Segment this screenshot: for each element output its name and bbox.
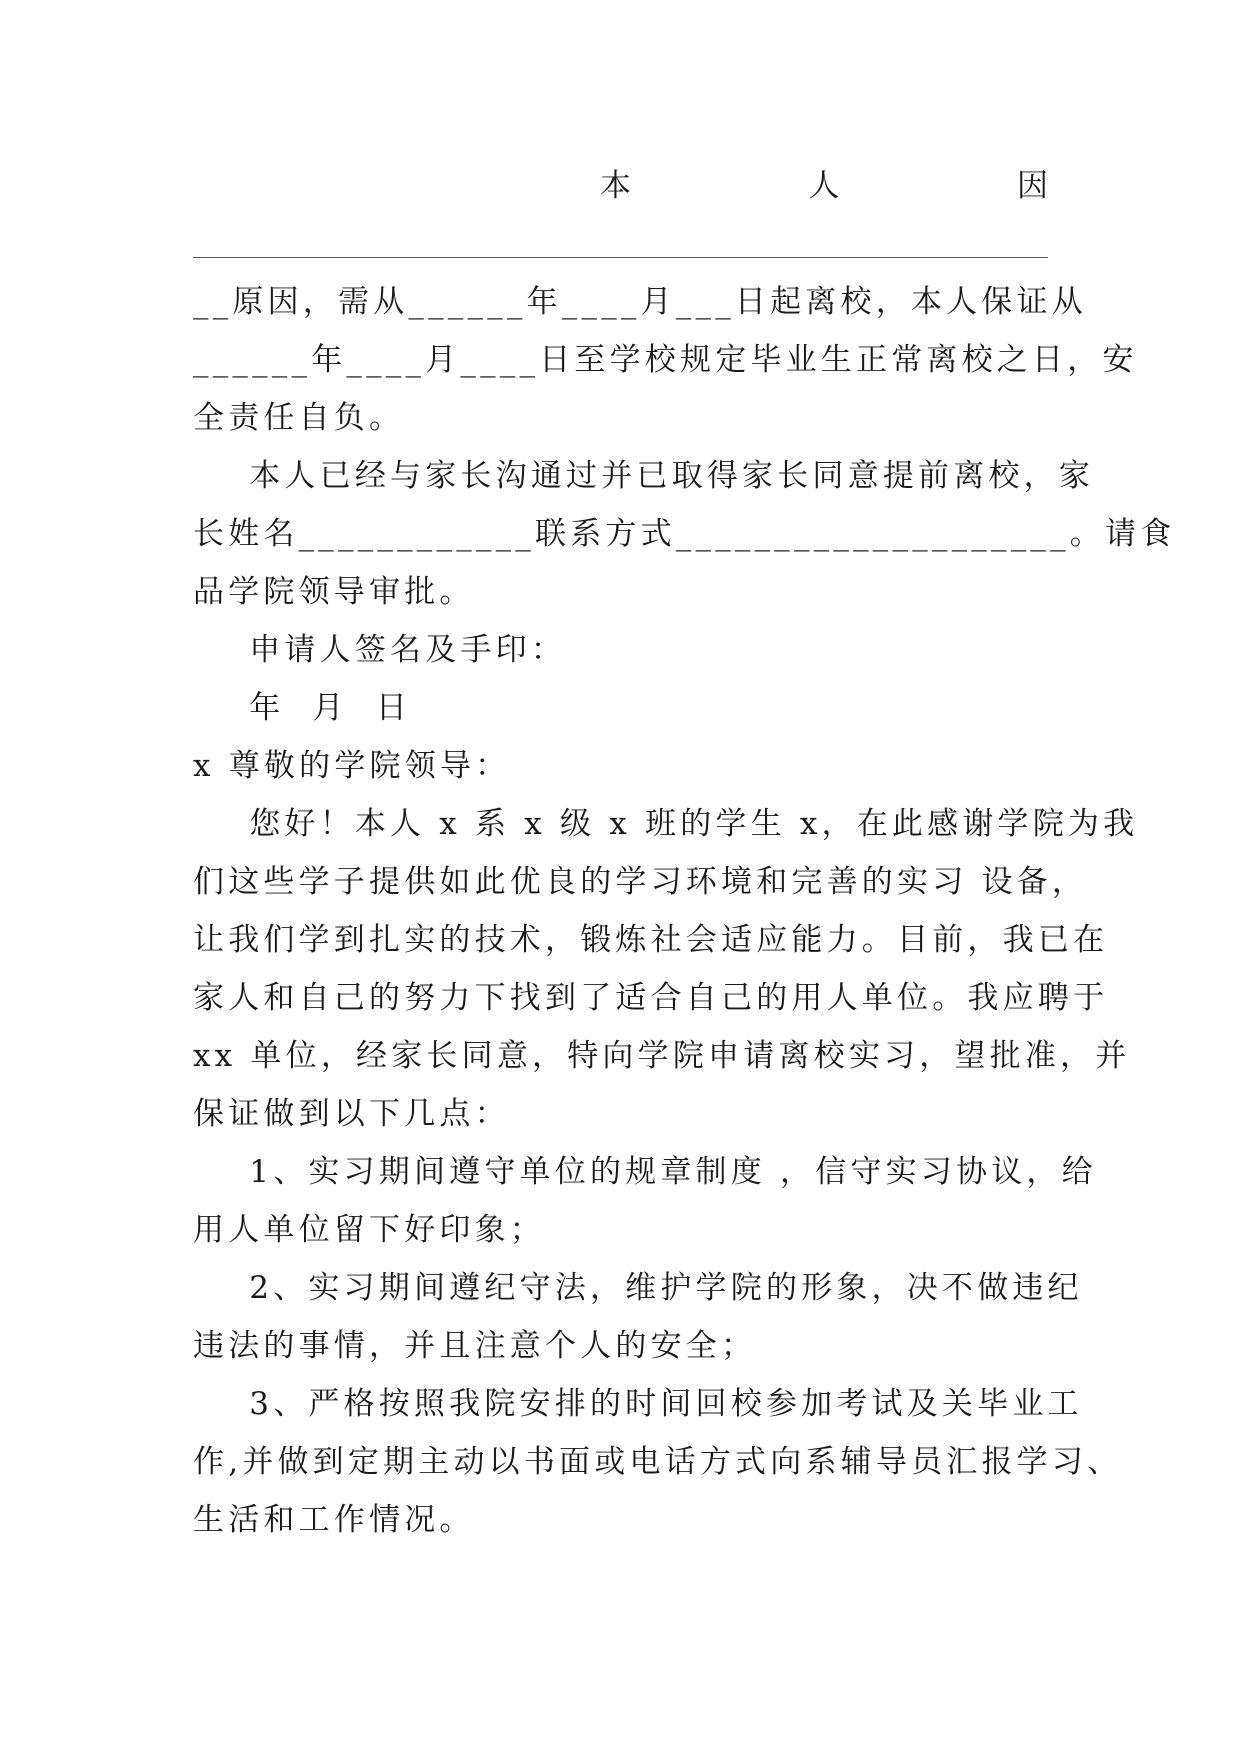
doc-line-09: 年 月 日 bbox=[193, 690, 412, 726]
doc-line-07: 品学院领导审批。 bbox=[193, 574, 475, 610]
doc-line-04: 全责任自负。 bbox=[193, 400, 405, 436]
doc-line-19: 2、实习期间遵纪守法，维护学院的形象，决不做违纪 bbox=[193, 1270, 1083, 1306]
doc-line-03: ______年____月____日至学校规定毕业生正常离校之日，安 bbox=[193, 342, 1138, 378]
doc-line-13: 让我们学到扎实的技术，锻炼社会适应能力。目前，我已在 bbox=[193, 922, 1109, 958]
doc-line-16: 保证做到以下几点： bbox=[193, 1096, 510, 1132]
doc-line-08: 申请人签名及手印： bbox=[193, 632, 567, 668]
doc-line-23: 生活和工作情况。 bbox=[193, 1502, 475, 1538]
doc-line-10: x 尊敬的学院领导： bbox=[193, 748, 511, 784]
doc-line-20: 违法的事情，并且注意个人的安全； bbox=[193, 1328, 757, 1364]
doc-line-15: xx 单位，经家长同意，特向学院申请离校实习，望批准，并 bbox=[193, 1038, 1131, 1074]
doc-line-14: 家人和自己的努力下找到了适合自己的用人单位。我应聘于 bbox=[193, 980, 1109, 1016]
doc-line-02: __原因，需从______年____月___日起离校，本人保证从 bbox=[193, 284, 1087, 320]
doc-line-22: 作,并做到定期主动以书面或电话方式向系辅导员汇报学习、 bbox=[193, 1444, 1123, 1480]
doc-line-18: 用人单位留下好印象； bbox=[193, 1212, 545, 1248]
doc-line-01-char-2: 人 bbox=[808, 168, 840, 204]
doc-line-21: 3、严格按照我院安排的时间回校参加考试及关毕业工 bbox=[193, 1386, 1083, 1422]
doc-line-06: 长姓名____________联系方式____________________。请食 bbox=[193, 516, 1176, 552]
blank-fill-line bbox=[193, 257, 1048, 258]
doc-line-11: 您好！本人 x 系 x 级 x 班的学生 x，在此感谢学院为我 bbox=[193, 806, 1139, 842]
doc-line-01-char-1: 本 bbox=[600, 168, 631, 204]
doc-line-05: 本人已经与家长沟通过并已取得家长同意提前离校，家 bbox=[193, 458, 1095, 494]
doc-line-17: 1、实习期间遵守单位的规章制度 ，信守实习协议，给 bbox=[193, 1154, 1097, 1190]
doc-line-01-char-3: 因 bbox=[1017, 168, 1048, 204]
doc-line-01 bbox=[600, 166, 1048, 206]
doc-line-12: 们这些学子提供如此优良的学习环境和完善的实习 设备， bbox=[193, 864, 1088, 900]
